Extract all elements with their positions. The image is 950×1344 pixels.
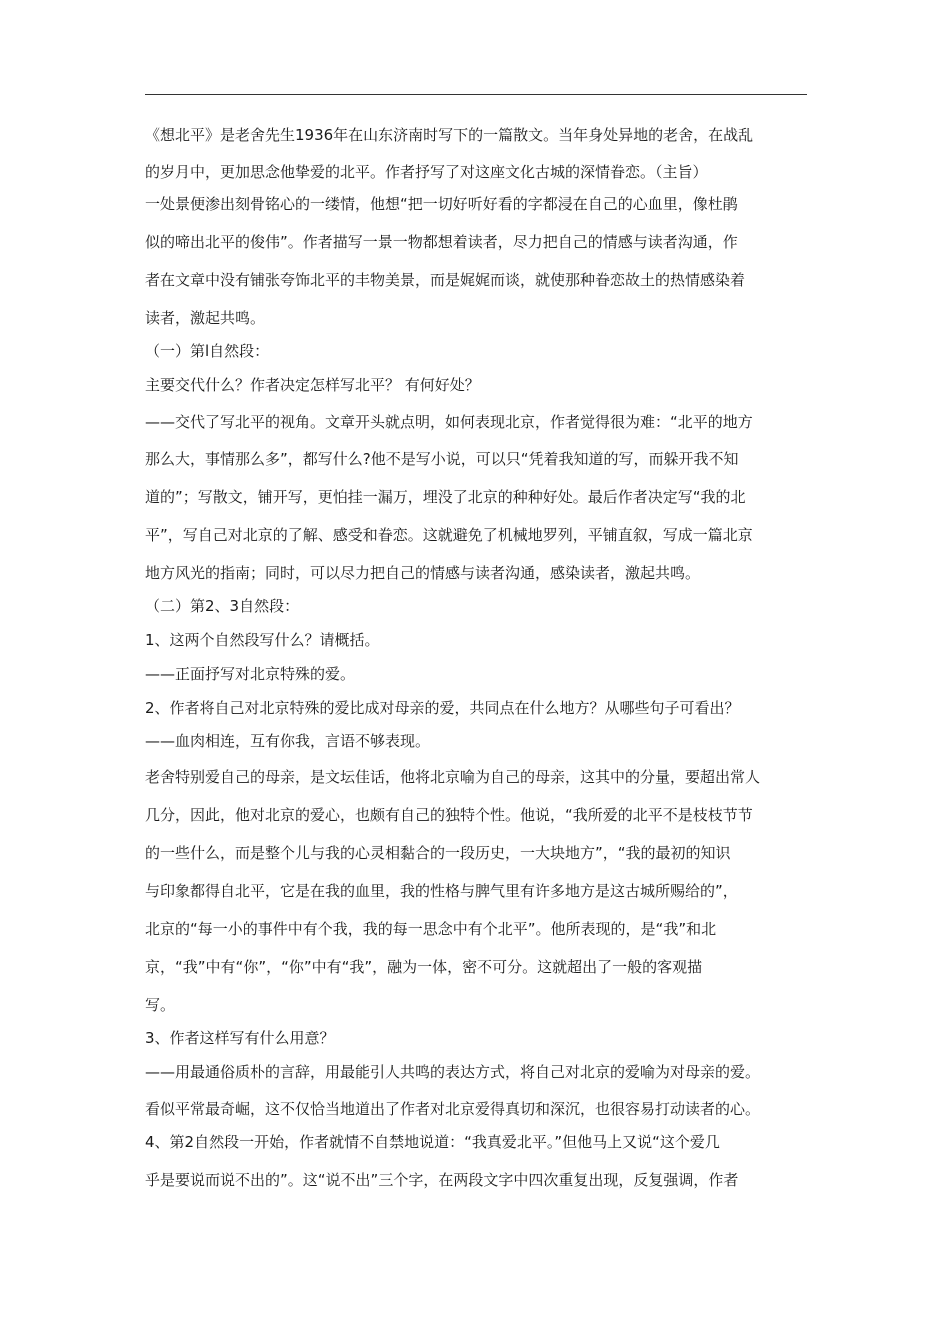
header-rule — [145, 94, 807, 95]
text-line: 几分，因此，他对北京的爱心，也颇有自己的独特个性。他说，“我所爱的北平不是枝枝节节 — [145, 806, 753, 824]
text-line: 主要交代什么？作者决定怎样写北平？ 有何好处？ — [145, 376, 480, 394]
text-line: （一）第l自然段： — [145, 342, 270, 360]
text-line: （二）第2、3自然段： — [145, 597, 300, 615]
text-line: 3、作者这样写有什么用意？ — [145, 1029, 335, 1047]
text-line: 老舍特别爱自己的母亲，是文坛佳话，他将北京喻为自己的母亲，这其中的分量，要超出常人 — [145, 768, 761, 786]
text-line: ——正面抒写对北京特殊的爱。 — [145, 665, 356, 683]
text-line: 者在文章中没有铺张夸饰北平的丰物美景，而是娓娓而谈，就使那种眷恋故土的热情感染着 — [145, 271, 746, 289]
text-line: 道的”；写散文，铺开写，更怕挂一漏万，埋没了北京的种种好处。最后作者决定写“我的北 — [145, 488, 746, 506]
text-line: 那么大，事情那么多”，都写什么?他不是写小说，可以只“凭着我知道的写，而躲开我不知 — [145, 450, 739, 468]
text-line: 乎是要说而说不出的”。这“说不出”三个字，在两段文字中四次重复出现，反复强调，作者 — [145, 1171, 739, 1189]
text-line: 地方风光的指南；同时，可以尽力把自己的情感与读者沟通，感染读者，激起共鸣。 — [145, 564, 701, 582]
text-line: 4、第2自然段一开始，作者就情不自禁地说道：“我真爱北平。”但他马上又说“这个爱几 — [145, 1133, 720, 1151]
text-line: 看似平常最奇崛，这不仅恰当地道出了作者对北京爱得真切和深沉，也很容易打动读者的心。 — [145, 1100, 761, 1118]
text-line: 2、作者将自己对北京特殊的爱比成对母亲的爱，共同点在什么地方？从哪些句子可看出？ — [145, 699, 740, 717]
text-line: 平”，写自己对北京的了解、感受和眷恋。这就避免了机械地罗列，平铺直叙，写成一篇北京 — [145, 526, 753, 544]
text-line: 的一些什么，而是整个儿与我的心灵相黏合的一段历史，一大块地方”，“我的最初的知识 — [145, 844, 731, 862]
text-line: 似的啼出北平的俊伟”。作者描写一景一物都想着读者，尽力把自己的情感与读者沟通，作 — [145, 233, 738, 251]
text-line: 写。 — [145, 996, 176, 1014]
text-line: 1、这两个自然段写什么？请概括。 — [145, 631, 380, 649]
text-line: 一处景便渗出刻骨铭心的一缕情，他想“把一切好听好看的字都浸在自己的心血里，像杜鹃 — [145, 195, 738, 213]
text-line: 北京的“每一小的事件中有个我，我的每一思念中有个北平”。他所表现的，是“我”和北 — [145, 920, 717, 938]
text-line: ——血肉相连，互有你我，言语不够表现。 — [145, 732, 431, 750]
text-line: 与印象都得自北平，它是在我的血里，我的性格与脾气里有许多地方是这古城所赐给的”， — [145, 882, 738, 900]
text-line: 《想北平》是老舍先生1936年在山东济南时写下的一篇散文。当年身处异地的老舍，在战乱 — [145, 126, 754, 144]
text-line: 读者，激起共鸣。 — [145, 309, 266, 327]
text-line: ——用最通俗质朴的言辞，用最能引人共鸣的表达方式，将自己对北京的爱喻为对母亲的爱。 — [145, 1063, 761, 1081]
text-line: 京，“我”中有“你”，“你”中有“我”，融为一体，密不可分。这就超出了一般的客观描 — [145, 958, 703, 976]
text-line: ——交代了写北平的视角。文章开头就点明，如何表现北京，作者觉得很为难：“北平的地方 — [145, 413, 753, 431]
text-line: 的岁月中，更加思念他挚爱的北平。作者抒写了对这座文化古城的深情眷恋。（主旨） — [145, 163, 708, 181]
